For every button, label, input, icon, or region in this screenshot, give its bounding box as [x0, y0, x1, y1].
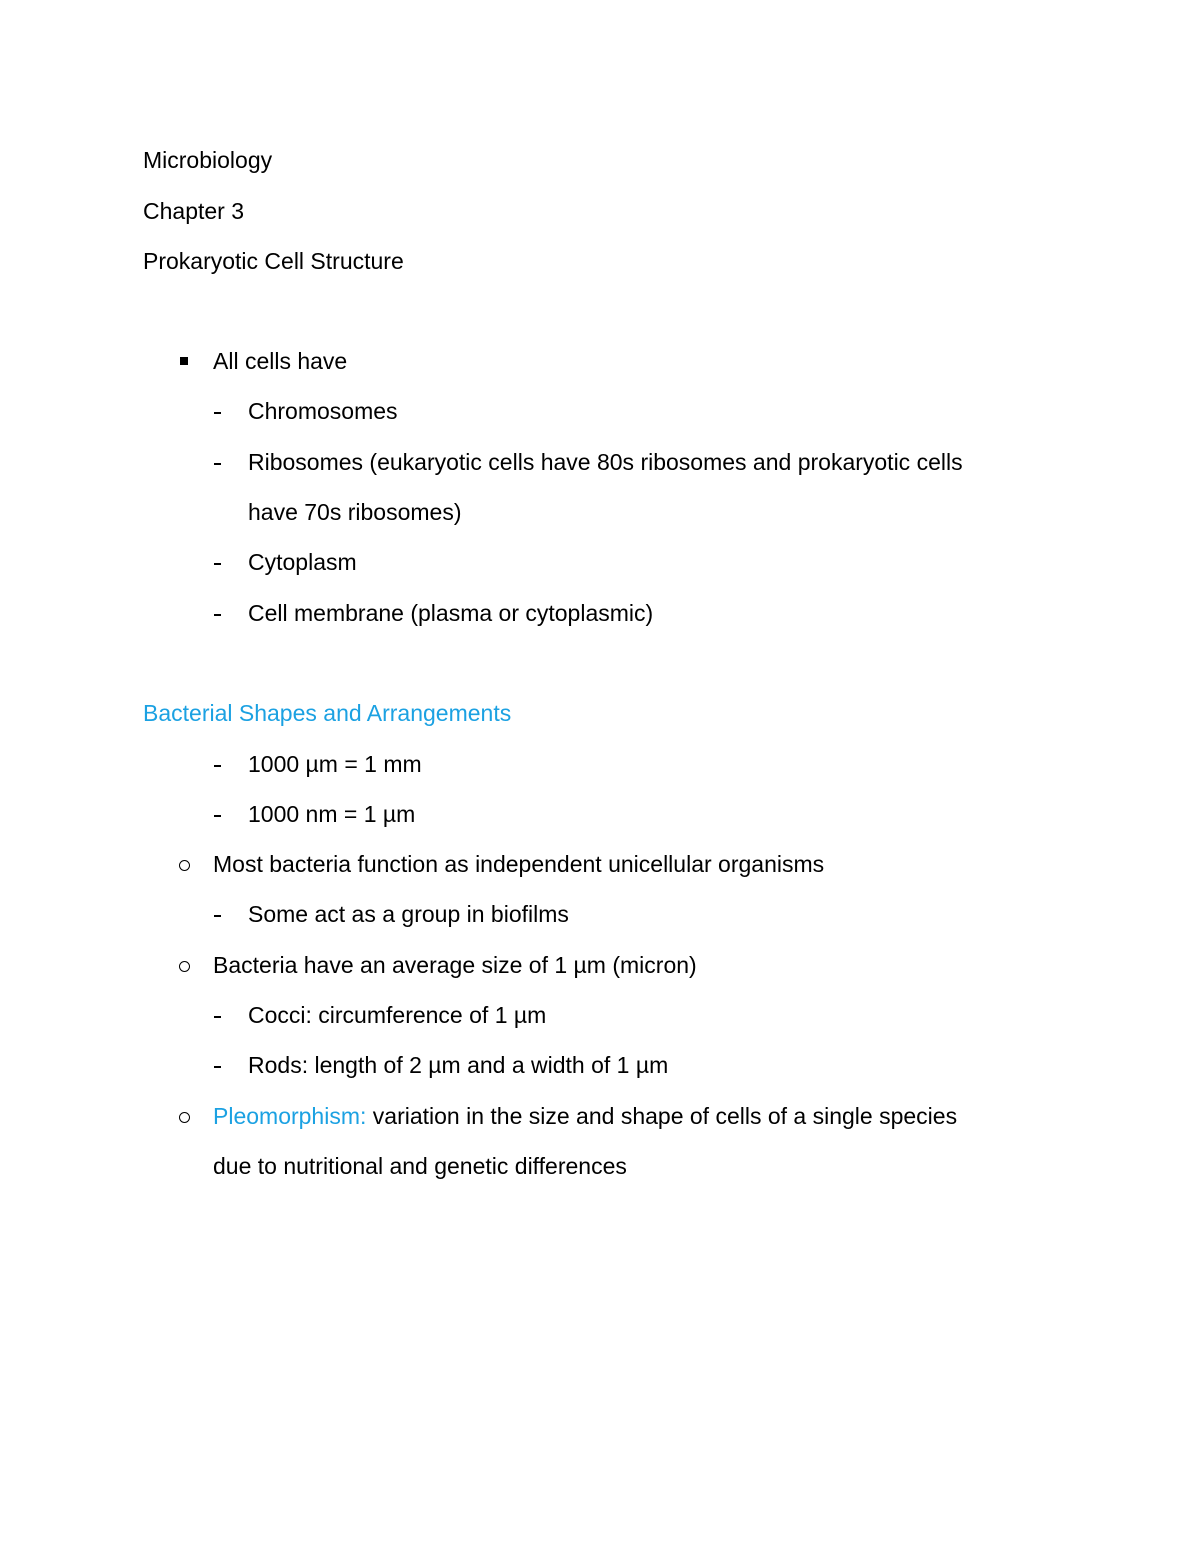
- dash-icon: [214, 915, 221, 917]
- list-item: Rods: length of 2 µm and a width of 1 µm: [248, 1052, 669, 1078]
- dash-icon: [214, 1016, 221, 1018]
- dash-icon: [214, 765, 221, 767]
- point-item: Bacteria have an average size of 1 µm (micron): [213, 952, 697, 978]
- topic-title: Prokaryotic Cell Structure: [143, 248, 404, 274]
- circle-bullet-icon: [179, 860, 190, 871]
- list-item: 1000 nm = 1 µm: [248, 801, 416, 827]
- list-item: 1000 µm = 1 mm: [248, 751, 422, 777]
- list-item: Cocci: circumference of 1 µm: [248, 1002, 547, 1028]
- section-heading: Bacterial Shapes and Arrangements: [143, 700, 512, 726]
- point-item-pleomorphism: [213, 1101, 957, 1131]
- list-item: Cell membrane (plasma or cytoplasmic): [248, 600, 654, 626]
- dash-icon: [214, 563, 221, 565]
- circle-bullet-icon: [179, 1112, 190, 1123]
- course-title: Microbiology: [143, 147, 273, 173]
- point-item: Most bacteria function as independent unicellular organisms: [213, 851, 825, 877]
- dash-icon: [214, 412, 221, 414]
- all-cells-intro: All cells have: [213, 348, 348, 374]
- list-item: Chromosomes: [248, 398, 398, 424]
- pleomorphism-definition: variation in the size and shape of cells of a single species: [366, 1103, 958, 1129]
- list-item: Ribosomes (eukaryotic cells have 80s ribosomes and prokaryotic cells: [248, 449, 963, 475]
- dash-icon: [214, 463, 221, 465]
- dash-icon: [214, 815, 221, 817]
- point-item-continuation: due to nutritional and genetic differences: [213, 1153, 627, 1179]
- list-item-continuation: have 70s ribosomes): [248, 499, 462, 525]
- list-item: Some act as a group in biofilms: [248, 901, 569, 927]
- list-item: Cytoplasm: [248, 549, 357, 575]
- circle-bullet-icon: [179, 961, 190, 972]
- dash-icon: [214, 1066, 221, 1068]
- square-bullet-icon: [180, 357, 188, 365]
- dash-icon: [214, 614, 221, 616]
- chapter-title: Chapter 3: [143, 198, 245, 224]
- pleomorphism-term: Pleomorphism:: [213, 1103, 367, 1129]
